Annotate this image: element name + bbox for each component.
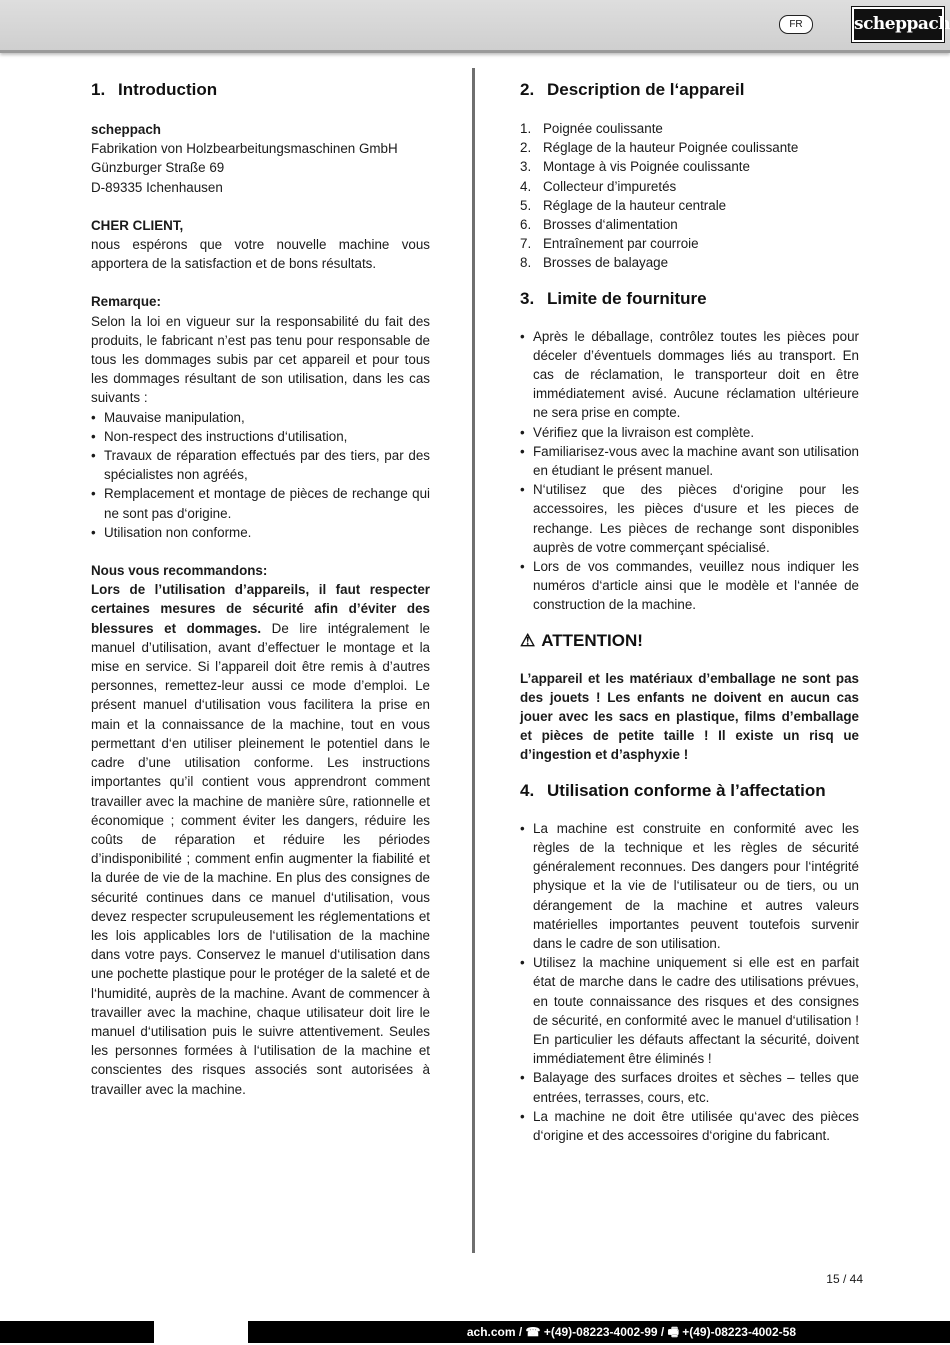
list-item: • Utilisation non conforme. (91, 523, 430, 542)
header-bar (0, 0, 950, 53)
brand-logo: scheppach (852, 7, 944, 42)
list-item: • Travaux de réparation effectués par des tiers, par des spécialistes non agréés, (91, 446, 430, 484)
section-heading-delivery: 3. Limite de fourniture (520, 288, 707, 308)
section-heading-intended-use: 4. Utilisation conforme à l’affectation (520, 780, 826, 800)
list-item: • Lors de vos commandes, veuillez nous indiquer les numéros d‘article ainsi que le modèle et l‘année de construction de la machine. (520, 557, 859, 615)
footer-bar (0, 1321, 950, 1343)
intended-use-list (520, 819, 859, 1145)
company-city: D-89335 Ichenhausen (91, 179, 223, 195)
list-item: 1. Poignée coulissante (520, 121, 663, 136)
left-column (91, 78, 430, 1099)
list-item: • La machine ne doit être utilisée qu‘avec des pièces d‘origine et des accessoires d‘origine du fabricant. (520, 1107, 859, 1145)
list-item: 4. Collecteur d’impuretés (520, 178, 677, 194)
remark-text: Selon la loi en vigueur sur la responsabilité du fait des produits, le fabricant n’est pas tenu pour responsable de tous les dommages subis par cet appareil et pour tous les dommages résultant de son utilisation, dans les cas suivants : (91, 313, 430, 406)
list-item: • Remplacement et montage de pièces de rechange qui ne sont pas d‘origine. (91, 484, 430, 522)
footer-contact: ach.com / ☎ +(49)-08223-4002-99 / 🖷 +(49)-08223-4002-58 (466, 1325, 796, 1339)
list-item: • Non-respect des instructions d‘utilisation, (91, 427, 430, 446)
list-item: • Vérifiez que la livraison est complète. (520, 423, 859, 442)
list-item: • La machine est construite en conformité avec les règles de la technique et les règles de sécurité généralement reconnues. Des dangers pour l‘intégrité physique et la vie de l‘utilisateur ou de tiers, ou un dérangement de la machine et autres valeurs matérielles importantes peuvent toutefois survenir dans le cadre de son utilisation. (520, 819, 859, 953)
section-heading-introduction: 1. Introduction (91, 80, 218, 99)
list-item: 8. Brosses de balayage (520, 255, 669, 271)
warning-triangle-icon: ⚠ (520, 630, 536, 650)
company-street: Günzburger Straße 69 (91, 160, 225, 176)
section-heading-description: 2. Description de l‘appareil (520, 80, 745, 99)
greeting-text: nous espérons que votre nouvelle machine vous apportera de la satisfaction et de bons résultats. (91, 237, 430, 272)
remark-list (91, 408, 430, 542)
right-column (520, 78, 859, 1145)
greeting-block (91, 216, 430, 274)
company-address (91, 120, 430, 197)
list-item: 3. Montage à vis Poignée coulissante (520, 159, 750, 175)
recommend-bold-text: Lors de l’utilisation d’appareils, il faut respecter certaines mesures de sécurité afin d’éviter des blessures et dommages. (91, 582, 430, 636)
attention-text: L’appareil et les matériaux d’emballage ne sont pas des jouets ! Les enfants ne doivent en aucun cas jouer avec les sacs en plastique, films d’emballage et pièces de petite taille ! Il existe un risq ue d’ingestion et d’asphyxie ! (520, 670, 859, 763)
list-item: • Familiarisez-vous avec la machine avant son utilisation en étudiant le présent manuel. (520, 442, 859, 480)
language-badge: FR (779, 15, 813, 34)
attention-heading: ⚠ ATTENTION! (520, 629, 859, 653)
remark-block (91, 292, 430, 542)
recommend-block (91, 561, 430, 1099)
recommend-title: Nous vous recommandons: (91, 563, 268, 579)
delivery-list (520, 327, 859, 615)
list-item: 6. Brosses d‘alimentation (520, 217, 678, 233)
greeting-title: CHER CLIENT, (91, 217, 184, 233)
company-line: Fabrikation von Holzbearbeitungsmaschinen GmbH (91, 141, 398, 157)
list-item: • Après le déballage, contrôlez toutes les pièces pour déceler d’éventuels dommages liés au transport. En cas de réclamation, le transporteur doit en être immédiatement avisé. Aucune réclamation ultérieure ne sera prise en compte. (520, 327, 859, 423)
page-number: 15 / 44 (826, 1272, 863, 1286)
list-item: • Mauvaise manipulation, (91, 408, 430, 427)
list-item: • N‘utilisez que des pièces d‘origine pour les accessoires, les pièces d‘usure et les pieces de rechange. Les pièces de rechange sont disponibles auprès de votre commerçant spécialisé. (520, 480, 859, 557)
company-name: scheppach (91, 122, 161, 137)
footer-gap (154, 1321, 248, 1343)
list-item: 5. Réglage de la hauteur centrale (520, 197, 727, 213)
recommend-text (91, 580, 430, 1098)
recommend-body-text: De lire intégralement le manuel d’utilisation, avant d’effectuer le montage et la mise en service. Si l’appareil doit être remis à d’autres personnes, remettez-leur aussi ce mode d’emploi. Le présent manuel d‘utilisation vous facilitera la prise en main et la connaissance de la machine, tout en vous permettant d‘en utiliser pleinement le potentiel dans le cadre d’une utilisation conforme. Les instructions importantes qu’il contient vous apprendront comment travailler avec la machine de manière sûre, rationnelle et économique ; comment éviter les dangers, réduire les coûts de réparation et réduire les périodes d’indisponibilité ; comment enfin augmenter la fiabilité et la durée de vie de la machine. En plus des consignes de sécurité continues dans ce manuel d‘utilisation, vous devez respecter scrupuleusement les réglementations et les lois applicables lors de l‘utilisation de la machine dans votre pays. Conservez le manuel d‘utilisation dans une pochette plastique pour le protéger de la saleté et de l‘humidité, auprès de la machine. Avant de commencer à travailler avec la machine, chaque utilisateur doit lire le manuel d‘utilisation puis le suivre attentivement. Seules les personnes formées à l‘utilisation de la machine et conscientes des risques associés sont autorisées à travailler avec la machine. (91, 620, 430, 1097)
parts-list (520, 119, 859, 273)
list-item: 2. Réglage de la hauteur Poignée coulissante (520, 140, 799, 156)
column-divider (472, 68, 475, 1253)
remark-title: Remarque: (91, 294, 161, 310)
list-item: 7. Entraînement par courroie (520, 236, 699, 252)
list-item: • Utilisez la machine uniquement si elle est en parfait état de marche dans le cadre des utilisations prévues, en toute connaissance des risques et des consignes de sécurité, en conformité avec le manuel d‘utilisation ! En particulier les défauts affectant la sécurité, doivent immédiatement être éliminés ! (520, 953, 859, 1068)
list-item: • Balayage des surfaces droites et sèches – telles que entrées, terrasses, cours, etc. (520, 1068, 859, 1106)
